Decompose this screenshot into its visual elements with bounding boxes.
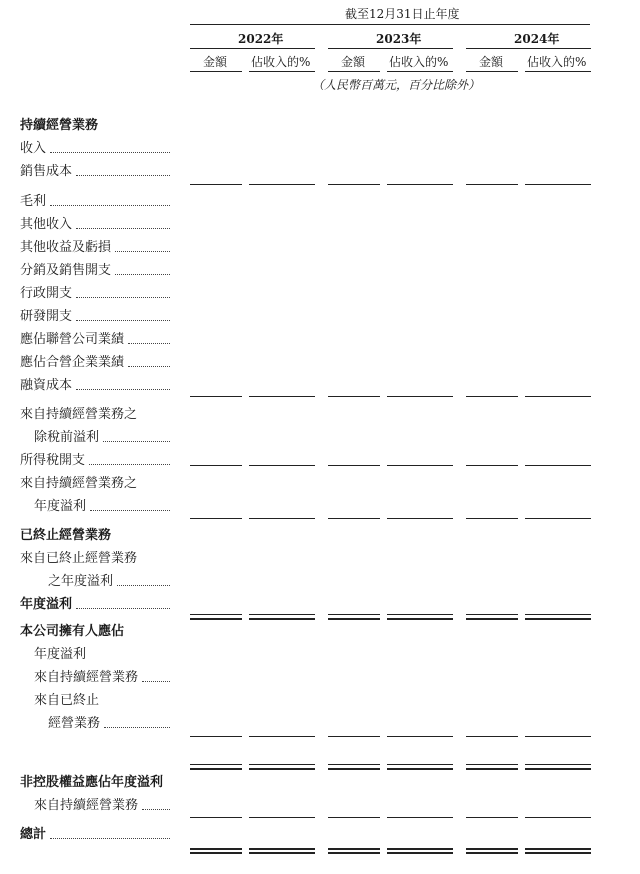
single-rule (249, 736, 315, 737)
single-rule (190, 465, 242, 466)
row-label: 研發開支 (20, 309, 73, 324)
dot-leader (50, 205, 170, 206)
row-label: 來自持續經營業務 (34, 798, 139, 813)
row-label: 來自持續經營業務之 (20, 407, 138, 422)
dot-leader (128, 343, 170, 344)
single-rule (249, 184, 315, 185)
single-rule (190, 396, 242, 397)
double-rule (190, 768, 242, 770)
row-label: 收入 (20, 141, 47, 156)
row-label: 毛利 (20, 194, 47, 209)
row-label: 融資成本 (20, 378, 73, 393)
single-rule (466, 736, 518, 737)
single-rule (525, 518, 591, 519)
year-underline-2023 (328, 48, 453, 49)
column-header-amount-2023: 金額 (341, 55, 366, 69)
double-rule (525, 764, 591, 765)
column-underline-amount-2024 (466, 71, 518, 72)
single-rule (190, 518, 242, 519)
row-label: 已終止經營業務 (20, 528, 112, 543)
row-label: 銷售成本 (20, 164, 73, 179)
single-rule (525, 396, 591, 397)
column-header-pct-2024: 佔收入的% (527, 55, 587, 69)
double-rule (249, 764, 315, 765)
double-rule (190, 852, 242, 854)
double-rule (328, 848, 380, 850)
single-rule (466, 518, 518, 519)
column-underline-pct-2024 (525, 71, 591, 72)
row-label: 除稅前溢利 (34, 430, 100, 445)
double-rule (466, 852, 518, 854)
period-underline (190, 24, 590, 25)
double-rule (525, 852, 591, 854)
single-rule (525, 465, 591, 466)
single-rule (466, 817, 518, 818)
double-rule (249, 768, 315, 770)
single-rule (525, 736, 591, 737)
dot-leader (76, 297, 170, 298)
dot-leader (128, 366, 170, 367)
row-label: 年度溢利 (20, 597, 73, 612)
dot-leader (50, 838, 170, 839)
single-rule (328, 518, 380, 519)
double-rule (466, 614, 518, 615)
period-header: 截至12月31日止年度 (345, 7, 460, 21)
row-label: 其他收入 (20, 217, 73, 232)
dot-leader (76, 175, 170, 176)
column-underline-pct-2023 (387, 71, 453, 72)
single-rule (525, 184, 591, 185)
column-header-pct-2022: 佔收入的% (251, 55, 311, 69)
single-rule (328, 184, 380, 185)
column-underline-pct-2022 (249, 71, 315, 72)
single-rule (249, 465, 315, 466)
single-rule (466, 465, 518, 466)
single-rule (249, 817, 315, 818)
dot-leader (104, 727, 170, 728)
double-rule (249, 848, 315, 850)
single-rule (387, 465, 453, 466)
double-rule (387, 848, 453, 850)
double-rule (328, 764, 380, 765)
row-label: 持續經營業務 (20, 118, 99, 133)
dot-leader (76, 320, 170, 321)
double-rule (525, 618, 591, 620)
row-label: 應佔合營企業業績 (20, 355, 125, 370)
row-label: 年度溢利 (34, 647, 87, 662)
row-label: 行政開支 (20, 286, 73, 301)
single-rule (387, 184, 453, 185)
single-rule (190, 736, 242, 737)
double-rule (249, 614, 315, 615)
double-rule (190, 618, 242, 620)
single-rule (328, 465, 380, 466)
dot-leader (50, 152, 170, 153)
single-rule (328, 396, 380, 397)
double-rule (466, 764, 518, 765)
row-label: 非控股權益應佔年度溢利 (20, 775, 164, 790)
unit-note: （人民幣百萬元，百分比除外） (312, 78, 481, 92)
double-rule (525, 848, 591, 850)
double-rule (328, 614, 380, 615)
double-rule (387, 764, 453, 765)
single-rule (190, 184, 242, 185)
row-label: 應佔聯營公司業績 (20, 332, 125, 347)
single-rule (249, 518, 315, 519)
column-header-amount-2024: 金額 (479, 55, 504, 69)
double-rule (387, 614, 453, 615)
double-rule (466, 768, 518, 770)
double-rule (190, 614, 242, 615)
year-header-2022: 2022年 (238, 32, 284, 46)
dot-leader (115, 274, 170, 275)
single-rule (387, 518, 453, 519)
dot-leader (142, 681, 170, 682)
dot-leader (115, 251, 170, 252)
single-rule (328, 736, 380, 737)
row-label: 分銷及銷售開支 (20, 263, 112, 278)
dot-leader (90, 510, 170, 511)
row-label: 年度溢利 (34, 499, 87, 514)
year-underline-2022 (190, 48, 315, 49)
double-rule (387, 852, 453, 854)
row-label: 總計 (20, 827, 47, 842)
dot-leader (76, 228, 170, 229)
row-label: 來自持續經營業務之 (20, 476, 138, 491)
row-label: 經營業務 (48, 716, 101, 731)
year-header-2023: 2023年 (376, 32, 422, 46)
single-rule (387, 396, 453, 397)
row-label: 之年度溢利 (48, 574, 114, 589)
row-label: 來自已終止經營業務 (20, 551, 138, 566)
row-label: 來自持續經營業務 (34, 670, 139, 685)
dot-leader (117, 585, 170, 586)
dot-leader (89, 464, 170, 465)
double-rule (525, 768, 591, 770)
single-rule (249, 396, 315, 397)
dot-leader (142, 809, 170, 810)
single-rule (466, 184, 518, 185)
double-rule (249, 618, 315, 620)
dot-leader (76, 608, 170, 609)
single-rule (466, 396, 518, 397)
single-rule (387, 817, 453, 818)
column-underline-amount-2022 (190, 71, 242, 72)
row-label: 其他收益及虧損 (20, 240, 112, 255)
year-header-2024: 2024年 (514, 32, 560, 46)
dot-leader (103, 441, 170, 442)
double-rule (387, 618, 453, 620)
single-rule (387, 736, 453, 737)
double-rule (328, 852, 380, 854)
column-header-amount-2022: 金額 (203, 55, 228, 69)
single-rule (525, 817, 591, 818)
column-header-pct-2023: 佔收入的% (389, 55, 449, 69)
dot-leader (76, 389, 170, 390)
year-underline-2024 (466, 48, 591, 49)
double-rule (328, 768, 380, 770)
double-rule (190, 848, 242, 850)
single-rule (328, 817, 380, 818)
double-rule (525, 614, 591, 615)
double-rule (466, 618, 518, 620)
single-rule (190, 817, 242, 818)
row-label: 所得稅開支 (20, 453, 86, 468)
double-rule (328, 618, 380, 620)
row-label: 本公司擁有人應佔 (20, 624, 125, 639)
column-underline-amount-2023 (328, 71, 380, 72)
double-rule (190, 764, 242, 765)
double-rule (249, 852, 315, 854)
double-rule (387, 768, 453, 770)
row-label: 來自已終止 (34, 693, 100, 708)
double-rule (466, 848, 518, 850)
